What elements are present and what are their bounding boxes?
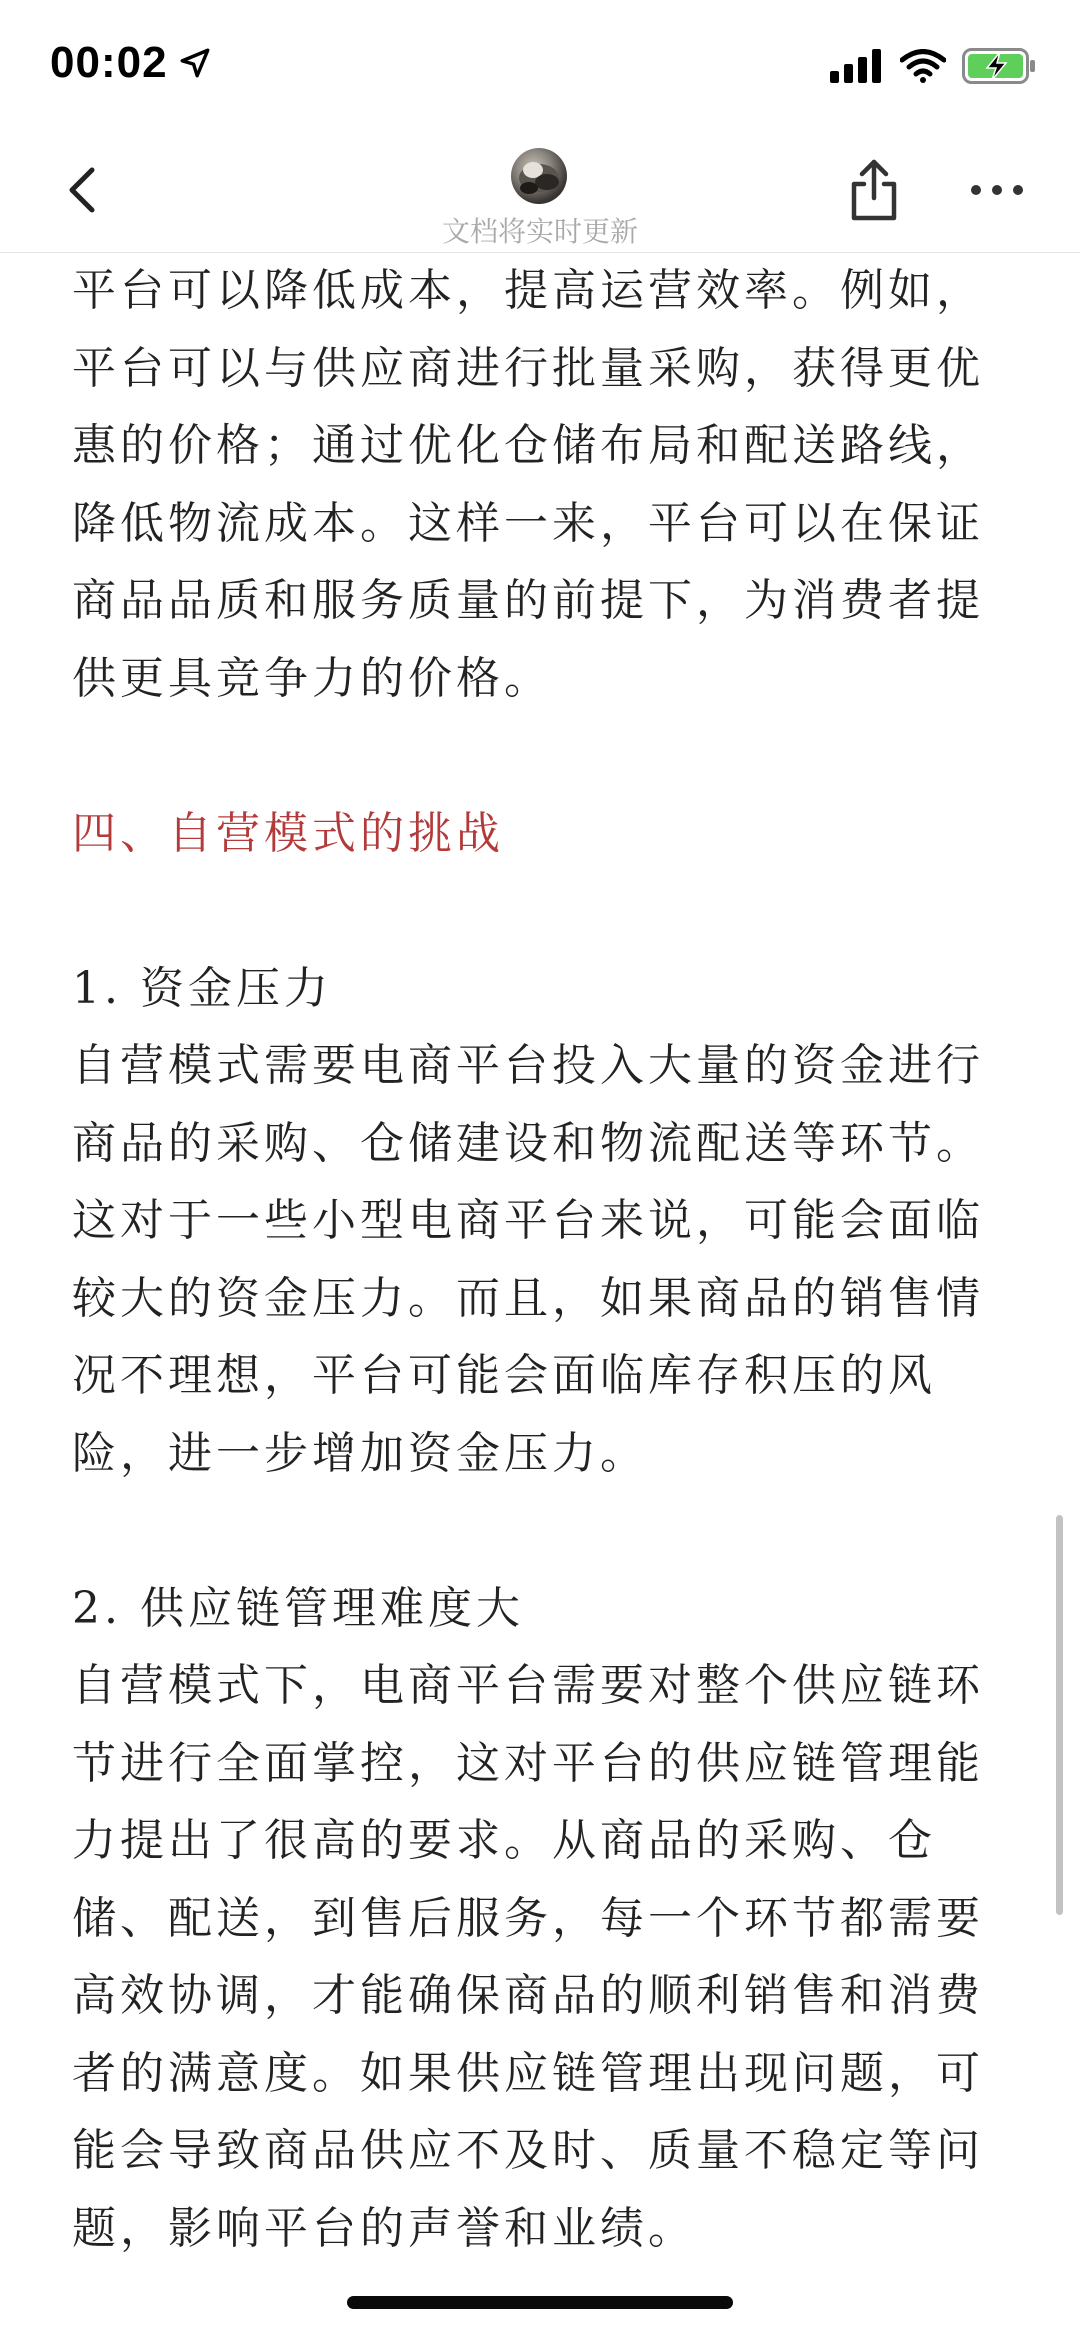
section-title: 四、自营模式的挑战 bbox=[72, 807, 504, 859]
status-bar bbox=[0, 0, 1080, 132]
spacer bbox=[72, 872, 1012, 950]
more-icon bbox=[970, 180, 1024, 200]
nav-subtitle: 文档将实时更新 bbox=[441, 215, 638, 248]
status-time-text: 00:02 bbox=[50, 38, 168, 87]
status-time bbox=[50, 38, 212, 88]
share-button[interactable] bbox=[844, 154, 904, 224]
scroll-indicator[interactable] bbox=[1056, 1515, 1063, 1915]
paragraph-line: 者的满意度。如果供应链管理出现问题，可 bbox=[72, 2047, 984, 2099]
paragraph-line: 题，影响平台的声誉和业绩。 bbox=[72, 2202, 696, 2254]
battery-charging-icon bbox=[962, 48, 1038, 84]
paragraph-line: 能会导致商品供应不及时、质量不稳定等问 bbox=[72, 2125, 984, 2176]
item-heading: 1. 资金压力 bbox=[72, 962, 332, 1014]
paragraph-line: 平台可以降低成本，提高运营效率。例如， bbox=[72, 265, 984, 316]
paragraph-line: 自营模式下，电商平台需要对整个供应链环 bbox=[72, 1660, 984, 1711]
paragraph-line: 供更具竞争力的价格。 bbox=[72, 652, 552, 704]
share-icon bbox=[844, 154, 904, 224]
avatar-image bbox=[511, 148, 567, 204]
spacer bbox=[72, 717, 1012, 795]
item-heading: 2. 供应链管理难度大 bbox=[72, 1582, 524, 1634]
paragraph-line: 节进行全面掌控，这对平台的供应链管理能 bbox=[72, 1737, 984, 1789]
article-content bbox=[72, 252, 1012, 2267]
paragraph-line: 况不理想，平台可能会面临库存积压的风 bbox=[72, 1350, 936, 1401]
paragraph-line: 这对于一些小型电商平台来说，可能会面临 bbox=[72, 1195, 984, 1246]
paragraph-line: 高效协调，才能确保商品的顺利销售和消费 bbox=[72, 1970, 984, 2021]
cellular-signal-icon bbox=[830, 49, 884, 83]
paragraph-line: 商品品质和服务质量的前提下，为消费者提 bbox=[72, 575, 984, 626]
paragraph-line: 力提出了很高的要求。从商品的采购、仓 bbox=[72, 1815, 936, 1866]
paragraph-line: 自营模式需要电商平台投入大量的资金进行 bbox=[72, 1040, 984, 1091]
paragraph-line: 降低物流成本。这样一来，平台可以在保证 bbox=[72, 497, 984, 549]
paragraph-line: 平台可以与供应商进行批量采购，获得更优 bbox=[72, 342, 984, 394]
nav-bar bbox=[0, 132, 1080, 253]
spacer bbox=[72, 1492, 1012, 1570]
status-icons bbox=[830, 48, 1038, 84]
paragraph-line: 储、配送，到售后服务，每一个环节都需要 bbox=[72, 1892, 984, 1944]
paragraph-line: 商品的采购、仓储建设和物流配送等环节。 bbox=[72, 1117, 984, 1169]
paragraph-line: 险，进一步增加资金压力。 bbox=[72, 1427, 648, 1479]
paragraph-line: 惠的价格；通过优化仓储布局和配送路线， bbox=[72, 420, 984, 471]
location-arrow-icon bbox=[178, 46, 212, 80]
back-chevron-icon bbox=[66, 167, 96, 213]
more-button[interactable] bbox=[970, 180, 1024, 200]
paragraph-line: 较大的资金压力。而且，如果商品的销售情 bbox=[72, 1272, 984, 1324]
home-indicator[interactable] bbox=[347, 2296, 733, 2309]
wifi-icon bbox=[900, 49, 946, 83]
avatar[interactable] bbox=[511, 148, 567, 204]
